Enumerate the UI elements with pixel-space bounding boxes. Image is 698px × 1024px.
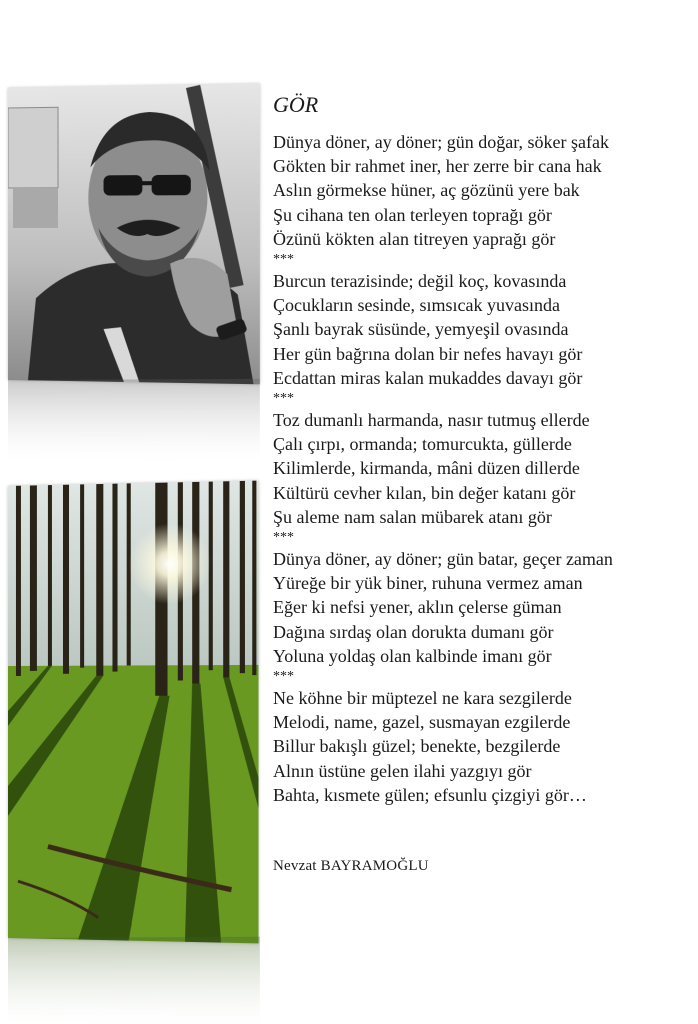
poem-line: Toz dumanlı harmanda, nasır tutmuş ellerde <box>273 410 590 431</box>
poem-title: GÖR <box>273 92 319 117</box>
poem-line: Bahta, kısmete gülen; efsunlu çizgiyi gör… <box>273 784 587 805</box>
forest-reflection <box>8 937 260 1024</box>
poem-line: Dağına sırdaş olan dorukta dumanı gör <box>273 621 554 642</box>
poem-line: Şu aleme nam salan mübarek atanı gör <box>273 506 552 527</box>
poem-line: Yoluna yoldaş olan kalbinde imanı gör <box>273 645 552 666</box>
author-name: Nevzat BAYRAMOĞLU <box>273 858 429 874</box>
stanza-5 <box>273 686 693 807</box>
poem-line: Kültürü cevher kılan, bin değer katanı gör <box>273 482 576 503</box>
stanza-separator: *** <box>273 252 294 268</box>
poem-line: Gökten bir rahmet iner, her zerre bir cana hak <box>273 156 602 177</box>
poem-line: Melodi, name, gazel, susmayan ezgilerde <box>273 712 571 733</box>
stanza-3 <box>273 408 693 547</box>
portrait-illustration <box>8 84 260 385</box>
portrait-photo <box>8 84 260 385</box>
poem-line: Yüreğe bir yük biner, ruhuna vermez aman <box>273 573 583 594</box>
poem-line: Aslın görmekse hüner, aç gözünü yere bak <box>273 180 580 201</box>
portrait-reflection <box>8 379 260 461</box>
stanza-4 <box>273 547 693 686</box>
poem-line: Özünü kökten alan titreyen yaprağı gör <box>273 228 556 249</box>
poem-line: Kilimlerde, kirmanda, mâni düzen dillerde <box>273 458 580 479</box>
poem-line: Ecdattan miras kalan mukaddes davayı gör <box>273 367 583 388</box>
poem-line: Dünya döner, ay döner; gün batar, geçer zaman <box>273 549 613 570</box>
poem-line: Billur bakışlı güzel; benekte, bezgilerde <box>273 736 561 757</box>
stanza-2 <box>273 269 693 408</box>
poem-line: Dünya döner, ay döner; gün doğar, söker şafak <box>273 132 609 152</box>
poem-line: Burcun terazisinde; değil koç, kovasında <box>273 271 567 292</box>
poem-line: Ne köhne bir müptezel ne kara sezgilerde <box>273 688 572 709</box>
poem-line: Eğer ki nefsi yener, aklın çelerse güman <box>273 597 562 618</box>
stanza-1 <box>273 130 693 269</box>
poem <box>273 92 693 807</box>
poem-line: Alnın üstüne gelen ilahi yazgıyı gör <box>273 760 532 781</box>
forest-sunlight-photo <box>8 481 259 944</box>
poem-line: Her gün bağrına dolan bir nefes havayı gör <box>273 343 583 364</box>
poem-line: Çalı çırpı, ormanda; tomurcukta, güllerde <box>273 434 572 455</box>
stanza-separator: *** <box>273 391 294 407</box>
poem-line: Çocukların sesinde, sımsıcak yuvasında <box>273 295 560 316</box>
poem-line: Şu cihana ten olan terleyen toprağı gör <box>273 204 552 225</box>
forest-illustration <box>8 481 259 944</box>
poem-line: Şanlı bayrak süsünde, yemyeşil ovasında <box>273 319 569 340</box>
stanza-separator: *** <box>273 530 294 546</box>
stanza-separator: *** <box>273 669 294 685</box>
